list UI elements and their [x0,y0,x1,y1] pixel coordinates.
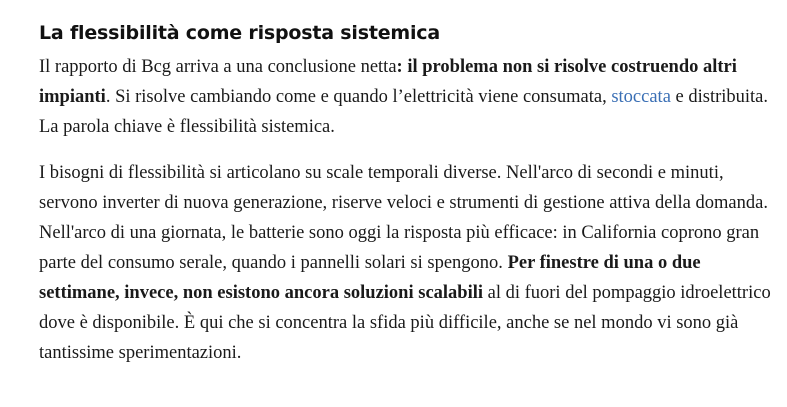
paragraph-text: Il rapporto di Bcg arriva a una conclusione netta [39,57,397,77]
stoccata-link[interactable]: stoccata [611,87,671,107]
paragraph-2 [39,158,774,368]
bold-text: Per finestre di una o due settimane, invece, non esistono ancora soluzioni scalabili [39,253,701,303]
paragraph-text: I bisogni di flessibilità si articolano su scale temporali diverse. Nell'arco di secondi e minuti, servono inverter di nuova generazione, riserve veloci e strumenti di gestione attiva della domanda. Nell'arco di una giornata, le batterie sono oggi la risposta più efficace: in California coprono gran parte del consumo serale, quando i pannelli solari si spengono. [39,163,768,273]
paragraph-text: e distribuita. La parola chiave è flessibilità sistemica. [39,87,769,137]
section-heading: La flessibilità come risposta sistemica [39,22,440,44]
paragraph-1 [39,52,774,142]
article-section [39,20,774,368]
paragraph-text: al di fuori del pompaggio idroelettrico dove è disponibile. È qui che si concentra la sfida più difficile, anche se nel mondo vi sono già tantissime sperimentazioni. [39,283,771,363]
bold-text: : il problema non si risolve costruendo altri impianti [39,57,737,107]
paragraph-text: . Si risolve cambiando come e quando l’elettricità viene consumata, [105,87,612,107]
